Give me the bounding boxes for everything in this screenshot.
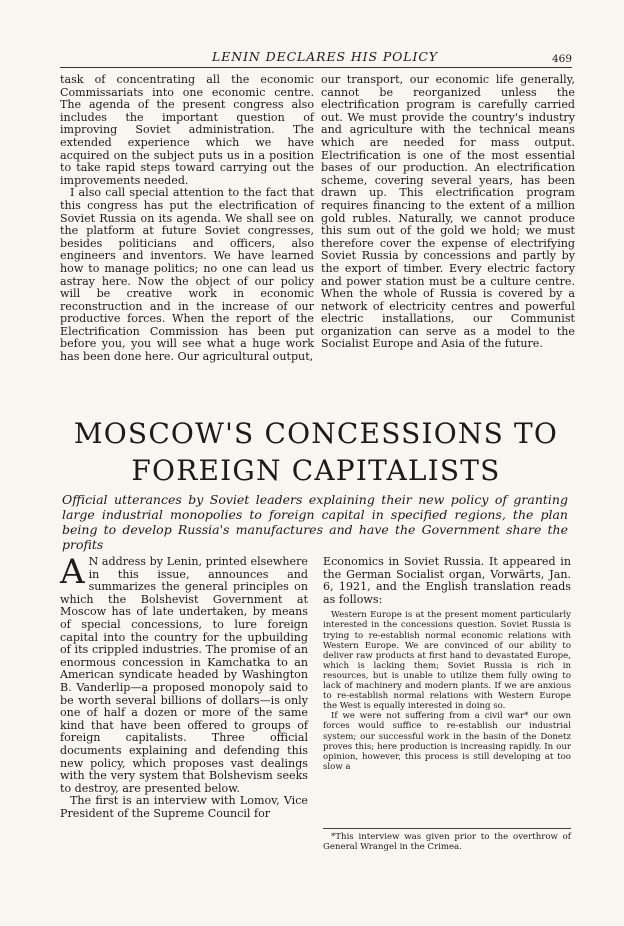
article-headline (60, 415, 572, 489)
main-article-right-column (323, 556, 571, 772)
headline-line-2: FOREIGN CAPITALISTS (131, 454, 501, 487)
main-article-paragraph: The first is an interview with Lomov, Vice President of the Supreme Council for (60, 794, 308, 820)
top-article-paragraph: our transport, our economic life generally, cannot be reorganized unless the electrification program is carefully carried out. We must provide the country's industry and agriculture with the technical means which are needed for mass output. Electrification is one of the most essential bases of our production. An electrification scheme, covering several years, has been drawn up. This electrification program requires financing to the extent of a million gold rubles. Naturally, we cannot produce this sum out of the gold we hold; we must therefore cover the expense of electrifying Soviet Russia by concessions and partly by the export of timber. Every electric factory and power station must be a culture centre. When the whole of Russia is covered by a network of electricity centres and powerful electric installations, our Communist organization can serve as a model to the Socialist Europe and Asia of the future. (321, 73, 575, 351)
opening-text: N address by Lenin, printed elsewhere in this issue, announces and summarizes the general principles on which the Bolshevist Government at Moscow has of late undertaken, by means of special concessions, to lure foreign capital into the country for the upbuilding of its crippled industries. The promise of an enormous concession in Kamchatka to an American syndicate headed by Washington B. Vanderlip—a proposed monopoly said to be worth several billions of dollars—is only one of half a dozen or more of the same kind that have been offered to groups of foreign capitalists. Three official documents explaining and defending this new policy, which proposes vast dealings with the very system that Bolshevism seeks to destroy, are presented below. (60, 555, 308, 795)
drop-cap: A (60, 552, 85, 592)
quote-paragraph: If we were not suffering from a civil war* our own forces would suffice to re-establish our industrial system; our successful work in the basin of the Donetz proves this; here production is increasing rapidly. In our opinion, however, this process is still developing at too slow a (323, 711, 571, 772)
top-article-left-column (60, 74, 314, 364)
footnote: *This interview was given prior to the overthrow of General Wrangel in the Crimea. (323, 828, 571, 852)
main-article-left-column (60, 552, 308, 820)
block-quote (323, 610, 571, 772)
main-article-paragraph (60, 552, 308, 795)
top-article-paragraph: task of concentrating all the economic Commissariats into one economic centre. The agenda of the present congress also includes the important question of improving Soviet administration. The extended experience which we have acquired on the subject puts us in a position to take rapid steps toward carrying out the improvements needed. (60, 73, 314, 187)
running-header (60, 47, 572, 68)
headline-line-1: MOSCOW'S CONCESSIONS TO (73, 417, 559, 450)
page-number: 469 (551, 53, 572, 65)
main-article-paragraph: Economics in Soviet Russia. It appeared in the German Socialist organ, Vorwärts, Jan. 6, 1921, and the English translation reads as follows: (323, 555, 571, 606)
quote-paragraph: Western Europe is at the present moment particularly interested in the concessions question. Soviet Russia is trying to re-establish normal economic relations with Western Europe. We are convinced of our ability to deliver raw products at first hand to devastated Europe, which is lacking them; Soviet Russia is rich in resources, but is unable to utilize them fully owing to lack of machinery and modern plants. If we are anxious to re-establish normal relations with Western Europe the West is equally interested in doing so. (323, 610, 571, 712)
article-deck: Official utterances by Soviet leaders explaining their new policy of granting large industrial monopolies to foreign capital in specified regions, the plan being to develop Russia's manufactures and have the Government share the profits (62, 492, 568, 552)
top-article-paragraph: I also call special attention to the fact that this congress has put the electrification of Soviet Russia on its agenda. We shall see on the platform at future Soviet congresses, besides politicians and officers, also engineers and inventors. We have learned how to manage politics; no one can lead us astray here. Now the object of our policy will be creative work in economic reconstruction and in the increase of our productive forces. When the report of the Electrification Commission has been put before you, you will see what a huge work has been done here. Our agricultural output, (60, 186, 314, 364)
top-article-right-column (321, 74, 575, 351)
running-title: LENIN DECLARES HIS POLICY (212, 49, 438, 64)
